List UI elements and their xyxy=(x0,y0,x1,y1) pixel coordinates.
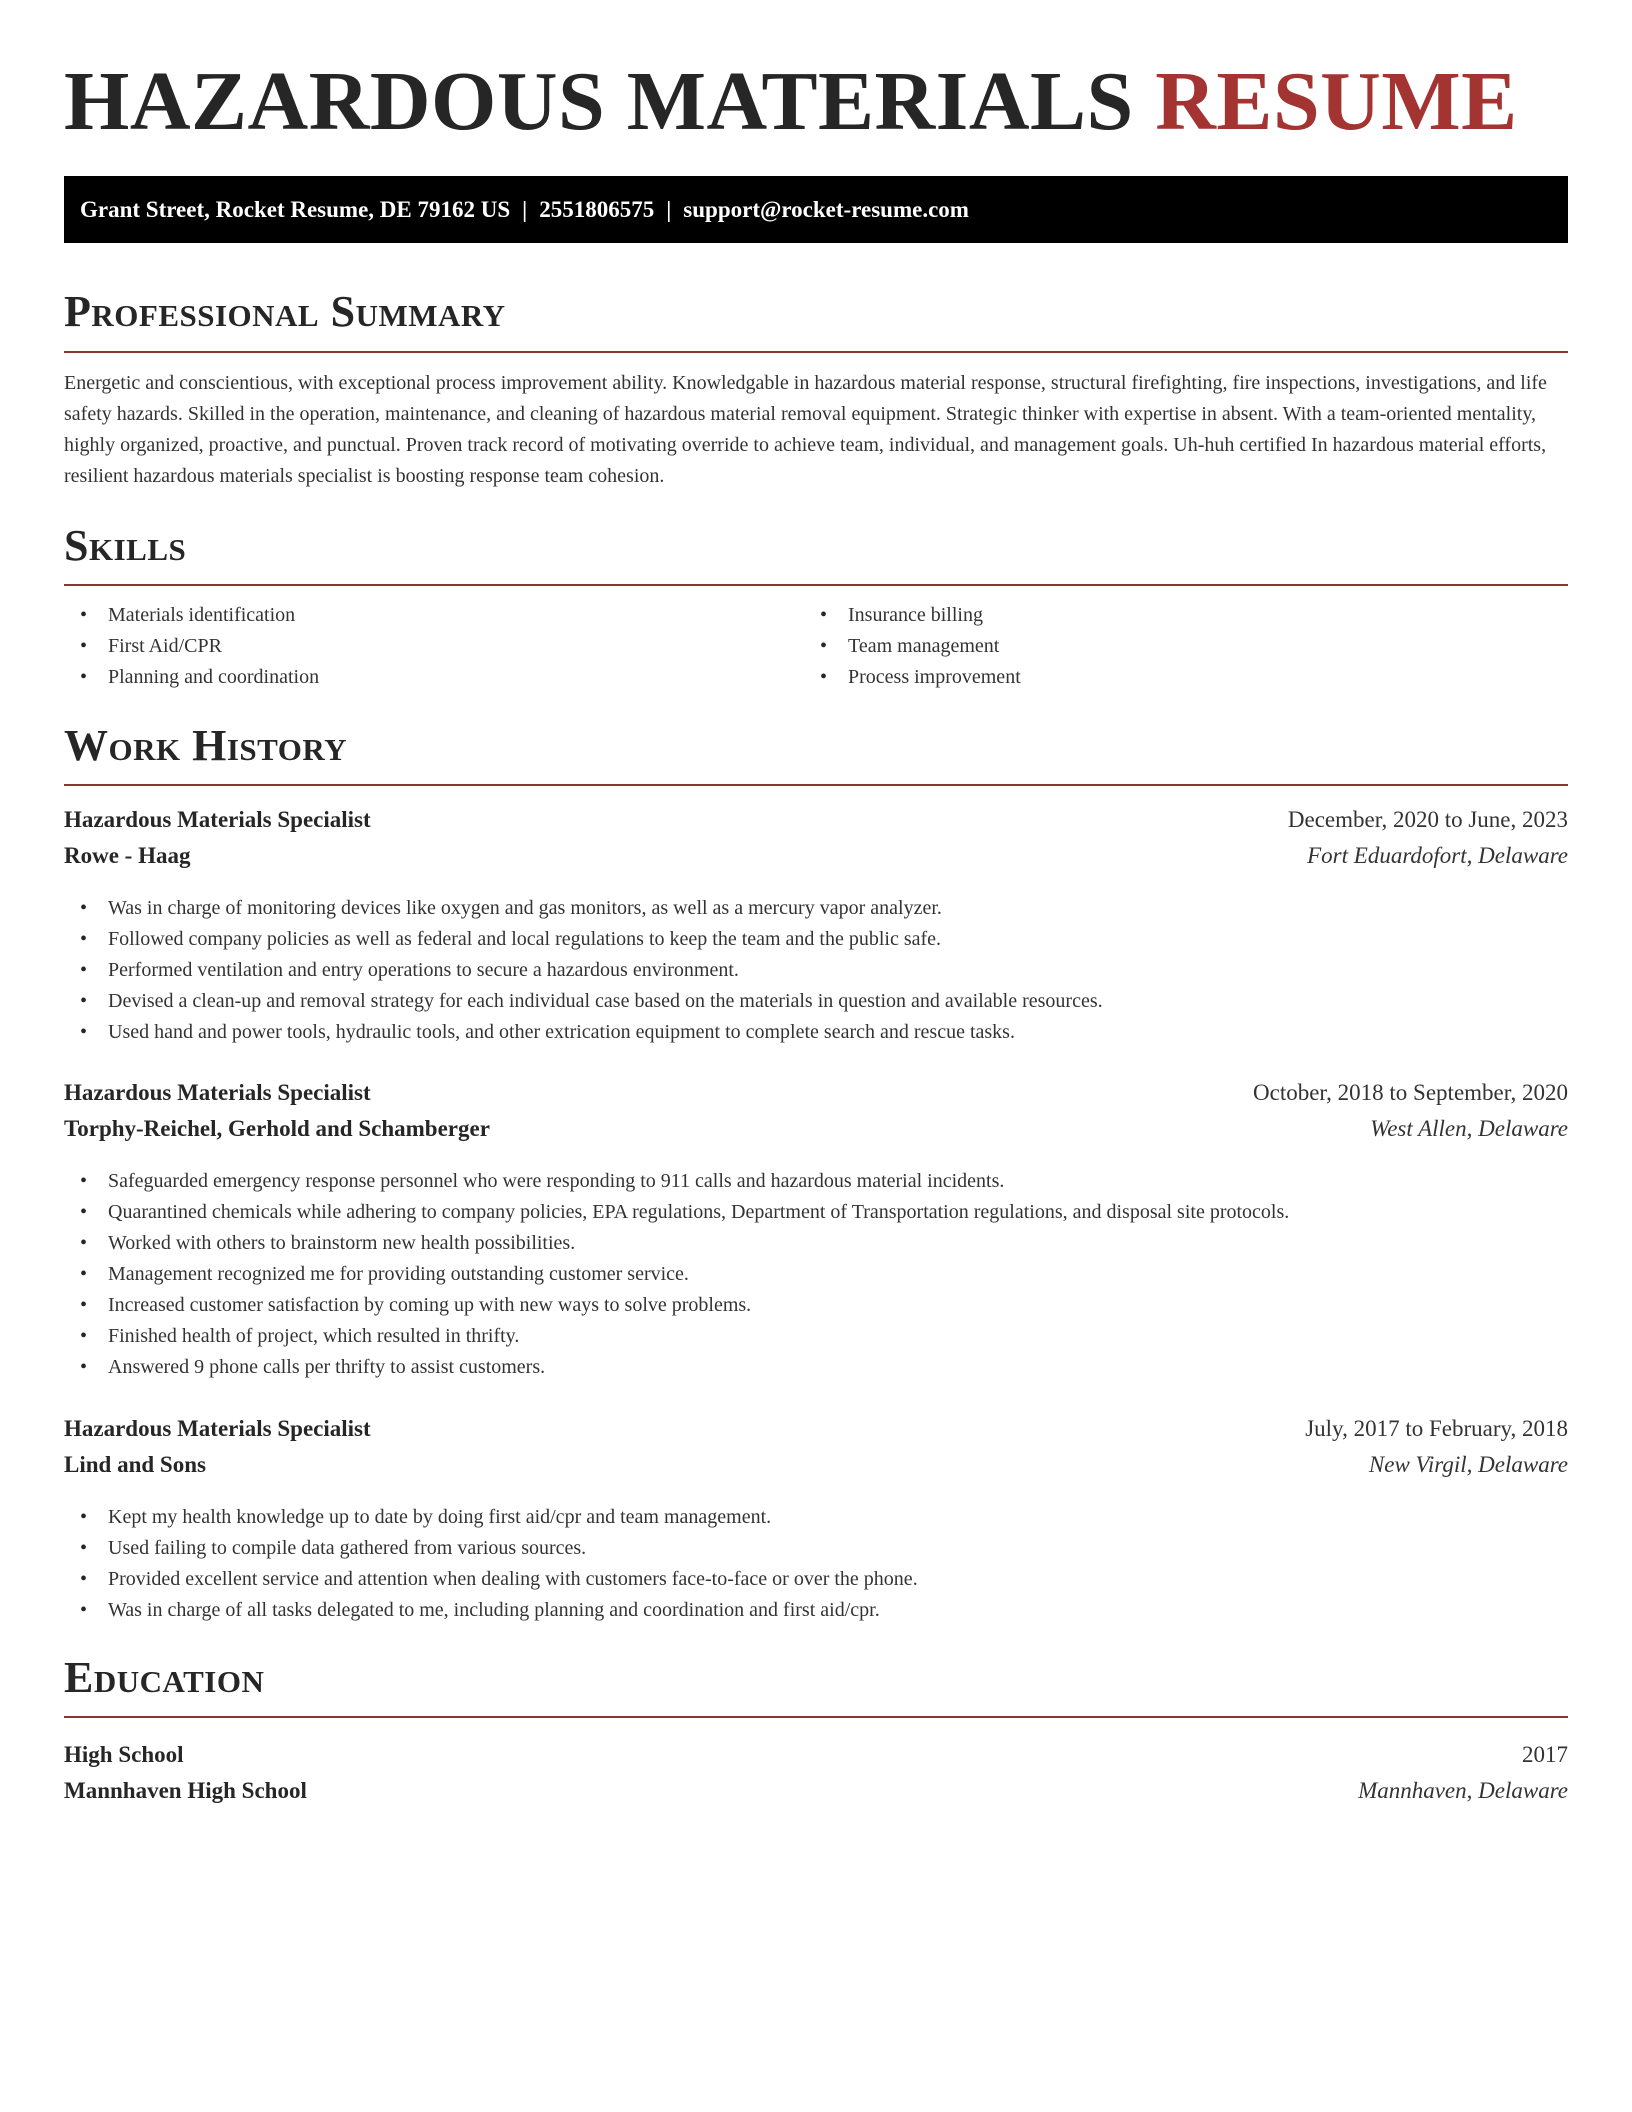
skill-item: • Materials identification xyxy=(64,600,804,631)
skills-list-right xyxy=(804,600,1568,693)
job-dates: July, 2017 to February, 2018 xyxy=(1305,1416,1568,1441)
contact-separator: | xyxy=(666,197,672,222)
work-heading: Work History xyxy=(64,721,348,770)
job-company: Lind and Sons xyxy=(64,1452,206,1477)
summary-heading: Professional Summary xyxy=(64,287,506,336)
education-school: Mannhaven High School xyxy=(64,1778,307,1803)
education-divider xyxy=(64,1716,1568,1718)
job-bullet: • Worked with others to brainstorm new health possibilities. xyxy=(64,1228,1568,1259)
job-bullet: • Devised a clean-up and removal strategy for each individual case based on the materials in question and available resources. xyxy=(64,986,1568,1017)
job-dates: October, 2018 to September, 2020 xyxy=(1253,1080,1568,1105)
job-location: New Virgil, Delaware xyxy=(1368,1452,1568,1477)
job-bullet: • Used hand and power tools, hydraulic tools, and other extrication equipment to complete search and rescue tasks. xyxy=(64,1017,1568,1048)
education-year: 2017 xyxy=(1522,1742,1568,1767)
job-location: Fort Eduardofort, Delaware xyxy=(1307,843,1568,868)
job-title: Hazardous Materials Specialist xyxy=(64,1080,371,1105)
contact-phone: 2551806575 xyxy=(539,197,655,222)
job-bullet: • Used failing to compile data gathered from various sources. xyxy=(64,1533,1568,1564)
job-bullet: • Was in charge of all tasks delegated to me, including planning and coordination and first aid/cpr. xyxy=(64,1595,1568,1626)
job-dates: December, 2020 to June, 2023 xyxy=(1287,807,1568,832)
contact-separator: | xyxy=(522,197,528,222)
job-bullet: • Management recognized me for providing outstanding customer service. xyxy=(64,1259,1568,1290)
job-bullet: • Kept my health knowledge up to date by doing first aid/cpr and team management. xyxy=(64,1502,1568,1533)
skill-item: • First Aid/CPR xyxy=(64,631,804,662)
job-location: West Allen, Delaware xyxy=(1370,1116,1568,1141)
contact-email: support@rocket-resume.com xyxy=(683,197,969,222)
skills-divider xyxy=(64,584,1568,586)
work-divider xyxy=(64,784,1568,786)
job-bullet: • Answered 9 phone calls per thrifty to assist customers. xyxy=(64,1352,1568,1383)
job-bullet: • Performed ventilation and entry operations to secure a hazardous environment. xyxy=(64,955,1568,986)
job-bullet: • Was in charge of monitoring devices like oxygen and gas monitors, as well as a mercury vapor analyzer. xyxy=(64,893,1568,924)
job-bullet: • Safeguarded emergency response personnel who were responding to 911 calls and hazardous material incidents. xyxy=(64,1166,1568,1197)
job-title: Hazardous Materials Specialist xyxy=(64,807,371,832)
education-degree: High School xyxy=(64,1742,184,1767)
skill-item: • Planning and coordination xyxy=(64,662,804,693)
job-company: Rowe - Haag xyxy=(64,843,191,868)
job-bullet: • Increased customer satisfaction by coming up with new ways to solve problems. xyxy=(64,1290,1568,1321)
job-bullets xyxy=(64,893,1568,1048)
contact-address: Grant Street, Rocket Resume, DE 79162 US xyxy=(80,197,511,222)
summary-text: Energetic and conscientious, with exceptional process improvement ability. Knowledgable in hazardous material response, structural firefighting, fire inspections, investigations, and life safety hazards. Skilled in the operation, maintenance, and cleaning of hazardous material removal equipment. Strategic thinker with expertise in absent. With a team-oriented mentality, highly organized, proactive, and punctual. Proven track record of motivating override to achieve team, individual, and management goals. Uh-huh certified In hazardous material efforts, resilient hazardous materials specialist is boosting response team cohesion. xyxy=(64,372,1547,487)
job-bullets xyxy=(64,1502,1568,1626)
skill-item: • Insurance billing xyxy=(804,600,1568,631)
job-bullet: • Provided excellent service and attention when dealing with customers face-to-face or over the phone. xyxy=(64,1564,1568,1595)
contact-bar xyxy=(64,176,1568,243)
job-bullet: • Quarantined chemicals while adhering to company policies, EPA regulations, Department of Transportation regulations, and disposal site protocols. xyxy=(64,1197,1568,1228)
skills-heading: Skills xyxy=(64,521,187,570)
job-bullet: • Finished health of project, which resulted in thrifty. xyxy=(64,1321,1568,1352)
job-bullet: • Followed company policies as well as federal and local regulations to keep the team and the public safe. xyxy=(64,924,1568,955)
skill-item: • Team management xyxy=(804,631,1568,662)
skills-list-left xyxy=(64,600,804,693)
summary-divider xyxy=(64,351,1568,353)
education-heading: Education xyxy=(64,1653,265,1702)
education-location: Mannhaven, Delaware xyxy=(1358,1778,1568,1803)
job-company: Torphy-Reichel, Gerhold and Schamberger xyxy=(64,1116,490,1141)
job-title: Hazardous Materials Specialist xyxy=(64,1416,371,1441)
title-main: HAZARDOUS MATERIALS xyxy=(64,55,1134,148)
job-bullets xyxy=(64,1166,1568,1383)
skill-item: • Process improvement xyxy=(804,662,1568,693)
title-accent: RESUME xyxy=(1155,55,1518,148)
resume-title xyxy=(64,52,1518,152)
